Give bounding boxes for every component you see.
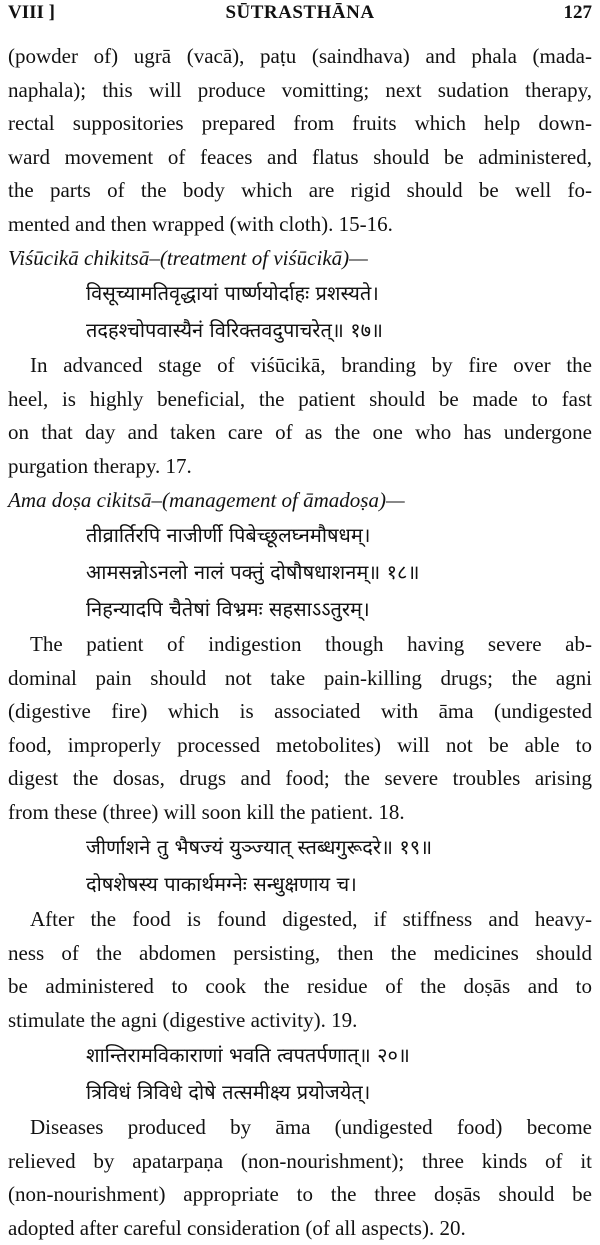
text-line: from these (three) will soon kill the patient. 18. — [8, 796, 592, 830]
text-line: After the food is found digested, if stiffness and heavy- — [8, 903, 592, 937]
text-line: ward movement of feaces and flatus should be administered, — [8, 141, 592, 175]
verse-line: आमसन्नोऽनलो नालं पक्तुं दोषौषधाशनम्॥ १८॥ — [86, 554, 592, 591]
text-line: be administered to cook the residue of the doṣās and to — [8, 970, 592, 1004]
verse-line: दोषशेषस्य पाकार्थमग्नेः सन्धुक्षणाय च। — [86, 866, 592, 903]
paragraph-20 — [8, 1111, 592, 1245]
section-heading-visucika: Viśūcikā chikitsā–(treatment of viśūcikā)— — [8, 241, 592, 275]
paragraph-18 — [8, 628, 592, 829]
verse-line: निहन्यादपि चैतेषां विभ्रमः सहसाऽऽतुरम्। — [86, 591, 592, 628]
text-line: adopted after careful consideration (of all aspects). 20. — [8, 1212, 592, 1245]
verse-line: त्रिविधं त्रिविधे दोषे तत्समीक्ष्य प्रयोजयेत्। — [86, 1074, 592, 1111]
text-line: dominal pain should not take pain-killing drugs; the agni — [8, 662, 592, 696]
sanskrit-verse-20 — [8, 1037, 592, 1111]
verse-line: तदहश्चोपवास्यैनं विरिक्तवदुपाचरेत्॥ १७॥ — [86, 312, 592, 349]
text-line: naphala); this will produce vomitting; next sudation therapy, — [8, 74, 592, 108]
text-line: The patient of indigestion though having severe ab- — [8, 628, 592, 662]
text-line: food, improperly processed metobolites) will not be able to — [8, 729, 592, 763]
text-line: mented and then wrapped (with cloth). 15-16. — [8, 208, 592, 242]
paragraph-19 — [8, 903, 592, 1037]
page-number: 127 — [564, 2, 593, 24]
sanskrit-verse-18 — [8, 517, 592, 628]
text-line: rectal suppositories prepared from fruits which help down- — [8, 107, 592, 141]
chapter-number: VIII ] — [8, 2, 55, 24]
sanskrit-verse-19 — [8, 829, 592, 903]
text-line: heel, is highly beneficial, the patient should be made to fast — [8, 383, 592, 417]
verse-line: जीर्णाशने तु भैषज्यं युञ्ज्यात् स्तब्धगुरूदरे॥ १९॥ — [86, 829, 592, 866]
text-line: digest the dosas, drugs and food; the severe troubles arising — [8, 762, 592, 796]
verse-line: विसूच्यामतिवृद्धायां पार्ष्णयोर्दाहः प्रशस्यते। — [86, 275, 592, 312]
text-line: the parts of the body which are rigid should be well fo- — [8, 174, 592, 208]
text-line: relieved by apatarpaṇa (non-nourishment); three kinds of it — [8, 1145, 592, 1179]
section-heading-amadosa: Ama doṣa cikitsā–(management of āmadoṣa)— — [8, 483, 592, 517]
text-line: In advanced stage of viśūcikā, branding by fire over the — [8, 349, 592, 383]
text-line: on that day and taken care of as the one who has undergone — [8, 416, 592, 450]
text-line: (digestive fire) which is associated with āma (undigested — [8, 695, 592, 729]
verse-line: तीव्रार्तिरपि नाजीर्णी पिबेच्छूलघ्नमौषधम्। — [86, 517, 592, 554]
sanskrit-verse-17 — [8, 275, 592, 349]
verse-line: शान्तिरामविकाराणां भवति त्वपतर्पणात्॥ २०॥ — [86, 1037, 592, 1074]
text-line: Diseases produced by āma (undigested food) become — [8, 1111, 592, 1145]
text-line: stimulate the agni (digestive activity). 19. — [8, 1004, 592, 1038]
running-head — [8, 0, 592, 40]
paragraph-17 — [8, 349, 592, 483]
paragraph-15-16 — [8, 40, 592, 241]
text-line: purgation therapy. 17. — [8, 450, 592, 484]
text-line: ness of the abdomen persisting, then the medicines should — [8, 937, 592, 971]
section-title: SŪTRASTHĀNA — [8, 2, 592, 24]
text-line: (non-nourishment) appropriate to the three doṣās should be — [8, 1178, 592, 1212]
text-line: (powder of) ugrā (vacā), paṭu (saindhava) and phala (mada- — [8, 40, 592, 74]
